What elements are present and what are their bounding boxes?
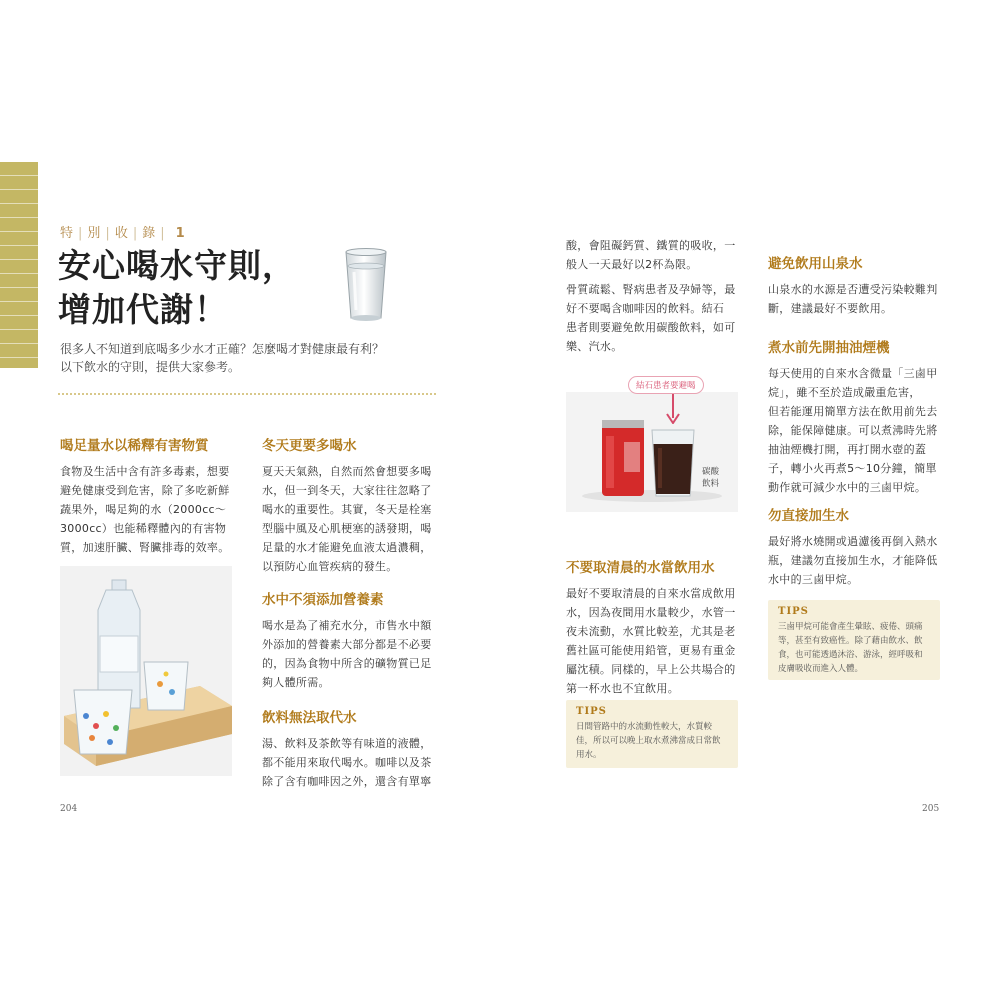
page-title [58,244,296,332]
section-range-hood [768,336,948,497]
section-drink-enough [60,434,240,557]
divider [58,393,436,395]
series-label: 特 | 別 | 收 | 錄 | 1 [60,226,187,241]
section-body: 喝水是為了補充水分，市售水中額 外添加的營養素大部分都是不必要 的，因為食物中所含的礦物質已足 夠人體所需。 [262,619,432,689]
section-no-raw-water [768,504,948,589]
tips-body: 三鹵甲烷可能會產生暈眩、疲倦、頭痛 等，甚至有致癌性。除了藉由飲水、飲 食，也可能透過沐浴、游泳，經呼吸和 皮膚吸收而進入人體。 [778,622,923,674]
photo-side-label: 碳酸 飲料 [702,467,720,489]
section-body: 湯、飲料及茶飲等有味道的液體， 都不能用來取代喝水。咖啡以及茶 除了含有咖啡因之外，還含有單寧 [262,737,432,788]
section-morning-water [566,556,746,698]
caffeine-text: 酸，會阻礙鈣質、鐵質的吸收，一 般人一天最好以2杯為限。 骨質疏鬆、腎病患者及孕婦等，最 好不要喝含咖啡因的飲料。結石 患者則要避免飲用碳酸飲料，如可 樂、汽水。 [566,239,736,353]
section-heading: 飲料無法取代水 [262,710,357,726]
chapter-tab-strip [0,162,38,368]
page-number-right: 205 [922,804,940,814]
soda-photo [566,392,738,512]
section-heading: 喝足量水以稀釋有害物質 [60,438,209,454]
water-bottle-photo [60,566,232,776]
section-spring-water [768,252,948,318]
tips-body: 日間管路中的水流動性較大，水質較 佳，所以可以晚上取水煮沸當成日常飲 用水。 [576,722,721,760]
section-body: 山泉水的水源是否遭受污染較難判 斷，建議最好不要飲用。 [768,283,938,315]
tips-heading: TIPS [576,706,607,717]
title-line-1: 安心喝水守則， [58,246,296,285]
title-line-2: 增加代謝！ [58,290,228,329]
tips-box-1 [566,700,738,768]
tips-heading: TIPS [778,606,809,617]
section-body: 食物及生活中含有許多毒素，想要 避免健康受到危害，除了多吃新鮮 蔬果外，喝足夠的水（2000cc～ 3000cc）也能稀釋體內的有害物 質，加速肝臟、腎臟排毒的效率。 [60,465,230,554]
section-body: 最好不要取清晨的自來水當成飲用 水，因為夜間用水量較少，水管一 夜未流動，水質比較差，尤其是老 舊社區可能使用鉛管，更易有重金 屬沈積。同樣的，早上公共場合的 第一杯水也不宜飲用。 [566,587,736,695]
section-body: 每天使用的自來水含微量「三鹵甲 烷」，雖不至於造成嚴重危害， 但若能運用簡單方法在飲用前先去 除，能保障健康。可以煮沸時先將 抽油煙機打開，再打開水壺的蓋 子，轉小火再煮5～10分鐘，簡單 動作就可減少水中的三鹵甲烷。 [768,367,938,494]
section-heading: 水中不須添加營養素 [262,592,384,608]
section-heading: 勿直接加生水 [768,508,849,524]
photo-callout: 結石患者要避喝 [628,376,704,394]
tips-box-2 [768,600,940,680]
intro-text: 很多人不知道到底喝多少水才正確？怎麼喝才對健康最有利？ 以下飲水的守則，提供大家參考。 [60,342,385,374]
section-heading: 冬天更要多喝水 [262,438,357,454]
arrow-down-icon [666,394,680,428]
section-heading: 避免飲用山泉水 [768,256,863,272]
section-winter-water [262,434,442,576]
section-body: 夏天天氣熱，自然而然會想要多喝 水，但一到冬天，大家往往忽略了 喝水的重要性。其實，冬天是栓塞 型腦中風及心肌梗塞的誘發期，喝 足量的水才能避免血液太過濃稠， 以預防心血管疾病的發生。 [262,465,432,573]
section-heading: 煮水前先開抽油煙機 [768,340,890,356]
water-glass-icon [340,246,392,328]
page-number-left: 204 [60,804,78,814]
section-drinks-not-water [262,706,442,791]
section-no-additives [262,588,442,692]
section-heading: 不要取清晨的水當飲用水 [566,560,715,576]
section-body: 最好將水燒開或過濾後再倒入熱水 瓶，建議勿直接加生水，才能降低 水中的三鹵甲烷。 [768,535,938,586]
